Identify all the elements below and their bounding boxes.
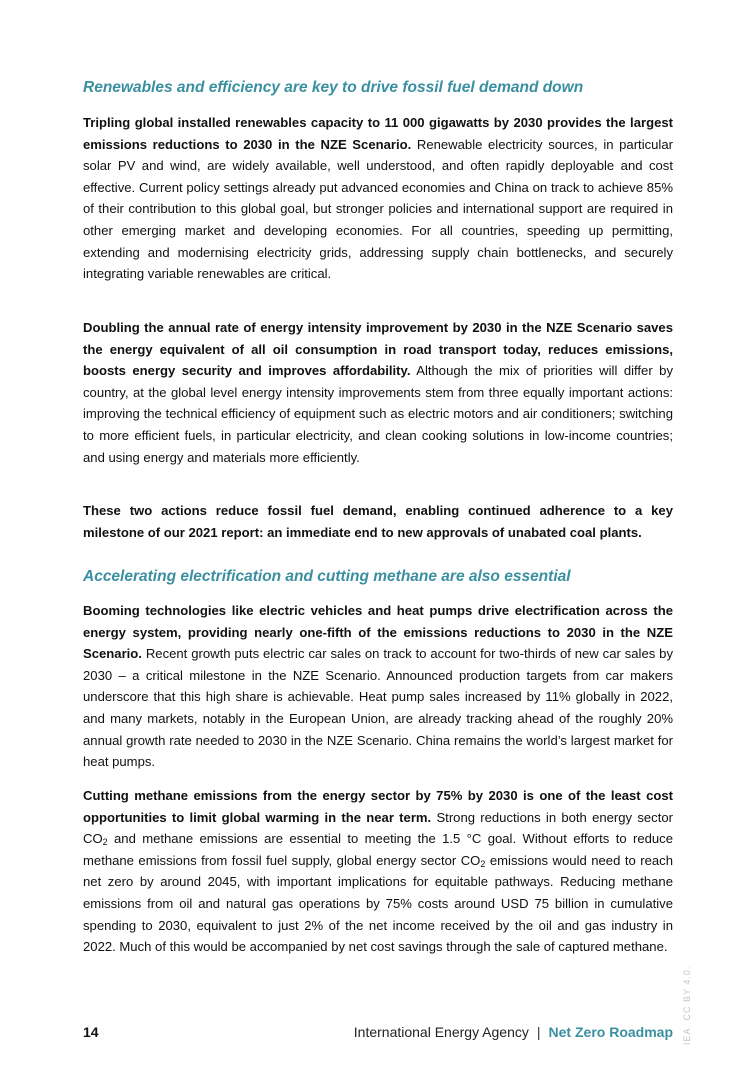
paragraph-coal-milestone (83, 500, 673, 543)
paragraph-text: emissions would need to reach net zero by around 2045, with important implications for equitable pathways. Reducing methane emissions from oil and natural gas operations by 75% costs around USD 75 billion in cumulative spending to 2030, equivalent to just 2% of the net income received by the oil and gas industry in 2022. Much of this would be accompanied by net cost savings through the sale of captured methane. (83, 852, 673, 955)
section-heading-electrification: Accelerating electrification and cutting methane are also essential (83, 568, 571, 585)
paragraph-lead: Booming technologies like electric vehicles and heat pumps drive electrification across the energy system, providing nearly one-fifth of the emissions reductions to 2030 in the NZE Scenario. (83, 603, 673, 662)
paragraph-lead: Tripling global installed renewables capacity to 11 000 gigawatts by 2030 provides the largest emissions reductions to 2030 in the NZE Scenario. (83, 115, 673, 152)
paragraph-methane (83, 785, 673, 958)
subscript: 2 (102, 837, 108, 848)
subscript: 2 (480, 858, 486, 869)
paragraph-text: and methane emissions are essential to meeting the 1.5 °C goal. Without efforts to reduce methane emissions from fossil fuel supply, global energy sector CO (83, 831, 673, 868)
paragraph-text: Renewable electricity sources, in particular solar PV and wind, are widely available, well understood, and often rapidly deployable and cost effective. Current policy settings already put advanced economies and China on track to achieve 85% of their contribution to this global goal, but stronger policies and international support are required in other emerging market and developing economies. For all countries, speeding up permitting, extending and modernising electricity grids, addressing supply chain bottlenecks, and securely integrating variable renewables are critical. (83, 136, 673, 282)
footer-organization: International Energy Agency (353, 1024, 529, 1040)
footer-running-title (354, 1024, 673, 1040)
paragraph-renewables (83, 112, 673, 285)
footer-separator: | (536, 1024, 541, 1040)
paragraph-lead: These two actions reduce fossil fuel demand, enabling continued adherence to a key milestone of our 2021 report: an immediate end to new approvals of unabated coal plants. (83, 503, 673, 540)
footer-report-title: Net Zero Roadmap (548, 1024, 673, 1040)
paragraph-text: Strong reductions in both energy sector CO (83, 809, 674, 847)
paragraph-lead: Cutting methane emissions from the energy sector by 75% by 2030 is one of the least cost opportunities to limit global warming in the near term. (83, 788, 673, 825)
paragraph-efficiency (83, 317, 673, 468)
license-notice: IEA. CC BY 4.0. (682, 965, 692, 1045)
paragraph-lead: Doubling the annual rate of energy intensity improvement by 2030 in the NZE Scenario saves the energy equivalent of all oil consumption in road transport today, reduces emissions, boosts energy security and improves affordability. (83, 320, 673, 379)
page-number: 14 (83, 1024, 99, 1040)
paragraph-text: Recent growth puts electric car sales on track to account for two-thirds of new car sales by 2030 – a critical milestone in the NZE Scenario. Announced production targets from car makers underscore that this high share is achievable. Heat pump sales increased by 11% globally in 2022, and many markets, notably in the European Union, are already tracking ahead of the roughly 20% annual growth rate needed to 2030 in the NZE Scenario. China remains the world’s largest market for heat pumps. (83, 646, 673, 770)
paragraph-text: Although the mix of priorities will differ by country, at the global level energy intensity improvements stem from three equally important actions: improving the technical efficiency of equipment such as electric motors and air conditioners; switching to more efficient fuels, in particular electricity, and clean cooking solutions in low-income countries; and using energy and materials more efficiently. (83, 363, 673, 465)
paragraph-electrification (83, 600, 673, 773)
section-heading-renewables: Renewables and efficiency are key to drive fossil fuel demand down (83, 79, 584, 96)
